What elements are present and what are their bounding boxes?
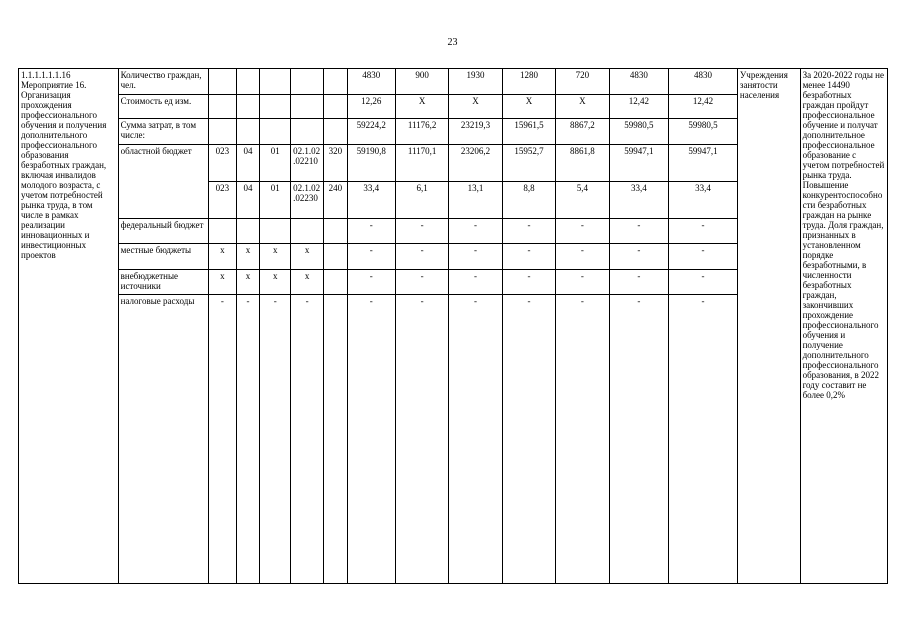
value-cell: - [556,295,609,584]
value-cell: - [449,270,502,295]
row-label: налоговые расходы [118,295,208,584]
value-cell: - [449,244,502,270]
value-cell: - [347,270,395,295]
rz-cell: х [236,270,260,295]
value-cell: - [502,244,555,270]
value-cell: - [502,295,555,584]
value-cell: Х [502,95,555,119]
pr-cell [260,219,291,244]
value-cell: 59980,5 [609,119,669,145]
value-cell: - [609,270,669,295]
value-cell: - [669,244,738,270]
value-cell: 33,4 [669,182,738,219]
budget-table [18,68,888,584]
measure-title: Мероприятие 16. Организация прохождения профессионального обучения и получения дополнительного профессионального образования безработных граждан, включая инвалидов молодого возраста, с учетом потребностей рынка труда, в том числе в рамках реализации инновационных и инвестиционных проектов [21,80,107,260]
value-cell: 23219,3 [449,119,502,145]
csr-cell: х [291,270,324,295]
value-cell: - [347,244,395,270]
value-cell: - [609,244,669,270]
value-cell: 11170,1 [395,145,448,182]
value-cell: - [395,244,448,270]
pr-cell [260,119,291,145]
csr-cell: х [291,244,324,270]
row-label: Стоимость ед изм. [118,95,208,119]
pr-cell: 01 [260,182,291,219]
pr-cell [260,69,291,95]
vr-cell [324,69,348,95]
value-cell: - [669,295,738,584]
value-cell: 8861,8 [556,145,609,182]
row-label: областной бюджет [118,145,208,219]
value-cell: 4830 [609,69,669,95]
vr-cell [324,95,348,119]
row-label: федеральный бюджет [118,219,208,244]
value-cell: 900 [395,69,448,95]
value-cell: 11176,2 [395,119,448,145]
value-cell: 23206,2 [449,145,502,182]
grbs-cell [209,219,237,244]
pr-cell: х [260,244,291,270]
result-cell: За 2020-2022 годы не менее 14490 безработных граждан пройдут профессиональное обучение и получат дополнительное профессиональное образование с учетом потребностей рынка труда. Повышение конкурентоспособности безработных граждан на рынке труда. Доля граждан, признанных в установленном порядке безработными, в численности безработных граждан, закончивших прохождение профессионального обучения и получение дополнительного профессионального образования, в 2022 году составит не более 0,2% [800,69,887,584]
value-cell: 720 [556,69,609,95]
vr-cell [324,219,348,244]
table-row [19,69,888,95]
vr-cell [324,295,348,584]
value-cell: 1930 [449,69,502,95]
value-cell: 12,26 [347,95,395,119]
value-cell: 8867,2 [556,119,609,145]
measure-code: 1.1.1.1.1.1.16 [21,70,71,80]
value-cell: - [395,219,448,244]
csr-cell: 02.1.02.02210 [291,145,324,182]
rz-cell [236,219,260,244]
value-cell: 13,1 [449,182,502,219]
measure-cell [19,69,119,584]
rz-cell [236,119,260,145]
value-cell: 15952,7 [502,145,555,182]
vr-cell [324,244,348,270]
csr-cell [291,95,324,119]
value-cell: - [669,270,738,295]
value-cell: - [609,295,669,584]
value-cell: - [502,219,555,244]
value-cell: - [347,295,395,584]
pr-cell: х [260,270,291,295]
grbs-cell [209,119,237,145]
value-cell: 59190,8 [347,145,395,182]
vr-cell: 240 [324,182,348,219]
csr-cell [291,219,324,244]
value-cell: 33,4 [347,182,395,219]
value-cell: Х [449,95,502,119]
vr-cell [324,270,348,295]
vr-cell: 320 [324,145,348,182]
value-cell: - [347,219,395,244]
grbs-cell [209,69,237,95]
value-cell: 59947,1 [669,145,738,182]
value-cell: 59980,5 [669,119,738,145]
value-cell: 12,42 [609,95,669,119]
csr-cell: 02.1.02.02230 [291,182,324,219]
row-label: внебюджетные источники [118,270,208,295]
value-cell: - [502,270,555,295]
value-cell: - [556,244,609,270]
value-cell: 6,1 [395,182,448,219]
value-cell: 59224,2 [347,119,395,145]
value-cell: - [609,219,669,244]
page-number: 23 [447,37,458,48]
row-label: местные бюджеты [118,244,208,270]
value-cell: 1280 [502,69,555,95]
value-cell: - [395,295,448,584]
rz-cell [236,95,260,119]
grbs-cell: 023 [209,182,237,219]
executor-cell: Учреждения занятости населения [737,69,800,584]
value-cell: - [669,219,738,244]
value-cell: - [556,219,609,244]
value-cell: - [449,295,502,584]
value-cell: Х [395,95,448,119]
csr-cell: - [291,295,324,584]
value-cell: 33,4 [609,182,669,219]
rz-cell: 04 [236,182,260,219]
rz-cell: х [236,244,260,270]
value-cell: - [449,219,502,244]
grbs-cell: х [209,244,237,270]
value-cell: 12,42 [669,95,738,119]
value-cell: 8,8 [502,182,555,219]
grbs-cell: 023 [209,145,237,182]
grbs-cell: х [209,270,237,295]
rz-cell: 04 [236,145,260,182]
pr-cell: 01 [260,145,291,182]
pr-cell: - [260,295,291,584]
grbs-cell: - [209,295,237,584]
rz-cell [236,69,260,95]
csr-cell [291,119,324,145]
value-cell: 4830 [669,69,738,95]
value-cell: 4830 [347,69,395,95]
csr-cell [291,69,324,95]
vr-cell [324,119,348,145]
rz-cell: - [236,295,260,584]
pr-cell [260,95,291,119]
value-cell: - [556,270,609,295]
row-label: Количество граждан, чел. [118,69,208,95]
value-cell: 15961,5 [502,119,555,145]
grbs-cell [209,95,237,119]
value-cell: - [395,270,448,295]
value-cell: 59947,1 [609,145,669,182]
row-label: Сумма затрат, в том числе: [118,119,208,145]
value-cell: 5,4 [556,182,609,219]
value-cell: Х [556,95,609,119]
